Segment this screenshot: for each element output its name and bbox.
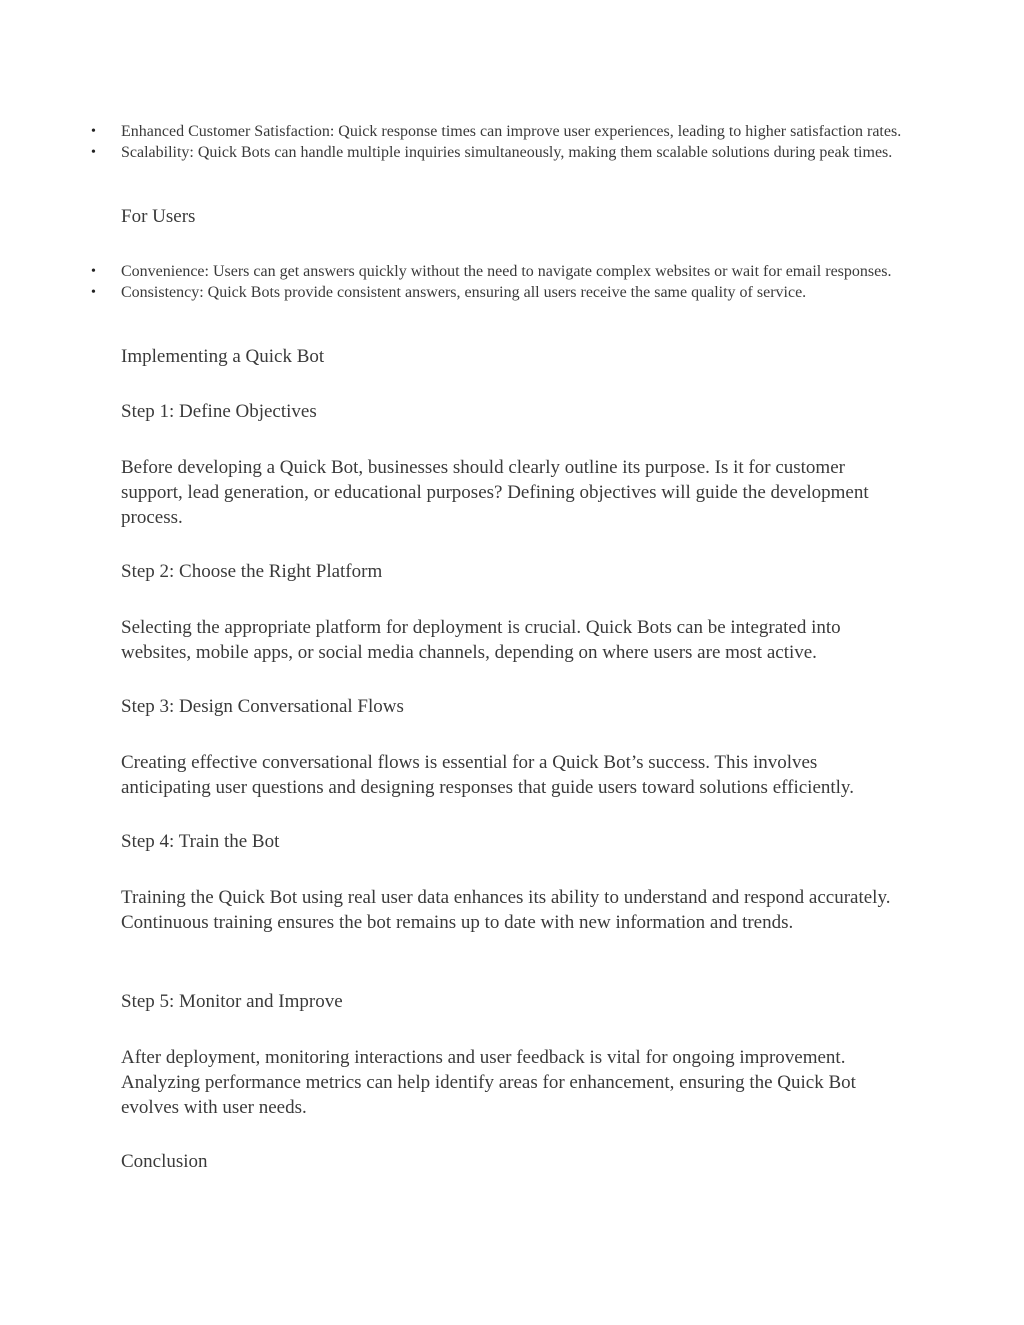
step-1-body: Before developing a Quick Bot, businesses should clearly outline its purpose. Is it for customer support, lead generation, or educational purposes? Defining objectives will guide the development process.	[121, 457, 869, 528]
step-5-title: Step 5: Monitor and Improve	[121, 991, 343, 1012]
bullet-icon: •	[91, 264, 96, 279]
user-benefits-list	[91, 261, 911, 303]
step-3-title: Step 3: Design Conversational Flows	[121, 696, 404, 717]
list-item-text: Enhanced Customer Satisfaction: Quick response times can improve user experiences, leading to higher satisfaction rates.	[121, 123, 902, 140]
list-item-text: Scalability: Quick Bots can handle multiple inquiries simultaneously, making them scalable solutions during peak times.	[121, 144, 893, 161]
for-users-heading: For Users	[121, 206, 196, 227]
list-item	[91, 121, 911, 142]
list-item-text: Convenience: Users can get answers quickly without the need to navigate complex websites or wait for email responses.	[121, 263, 892, 280]
step-3-body: Creating effective conversational flows is essential for a Quick Bot’s success. This involves anticipating user questions and designing responses that guide users toward solutions efficiently.	[121, 752, 854, 798]
list-item	[91, 261, 911, 282]
step-1-title: Step 1: Define Objectives	[121, 401, 317, 422]
list-item	[91, 142, 911, 163]
business-benefits-list	[91, 121, 911, 163]
step-2-body: Selecting the appropriate platform for deployment is crucial. Quick Bots can be integrated into websites, mobile apps, or social media channels, depending on where users are most active.	[121, 617, 841, 663]
step-2-title: Step 2: Choose the Right Platform	[121, 561, 383, 582]
step-4-body: Training the Quick Bot using real user data enhances its ability to understand and respond accurately. Continuous training ensures the bot remains up to date with new information and trends.	[121, 887, 891, 933]
bullet-icon: •	[91, 145, 96, 160]
bullet-icon: •	[91, 124, 96, 139]
implementing-heading: Implementing a Quick Bot	[121, 346, 325, 367]
conclusion-heading: Conclusion	[121, 1151, 208, 1172]
step-5-body: After deployment, monitoring interactions and user feedback is vital for ongoing improvement. Analyzing performance metrics can help identify areas for enhancement, ensuring the Quick Bot evolves with user needs.	[121, 1047, 856, 1118]
list-item-text: Consistency: Quick Bots provide consistent answers, ensuring all users receive the same quality of service.	[121, 284, 807, 301]
list-item	[91, 282, 911, 303]
bullet-icon: •	[91, 285, 96, 300]
step-4-title: Step 4: Train the Bot	[121, 831, 280, 852]
